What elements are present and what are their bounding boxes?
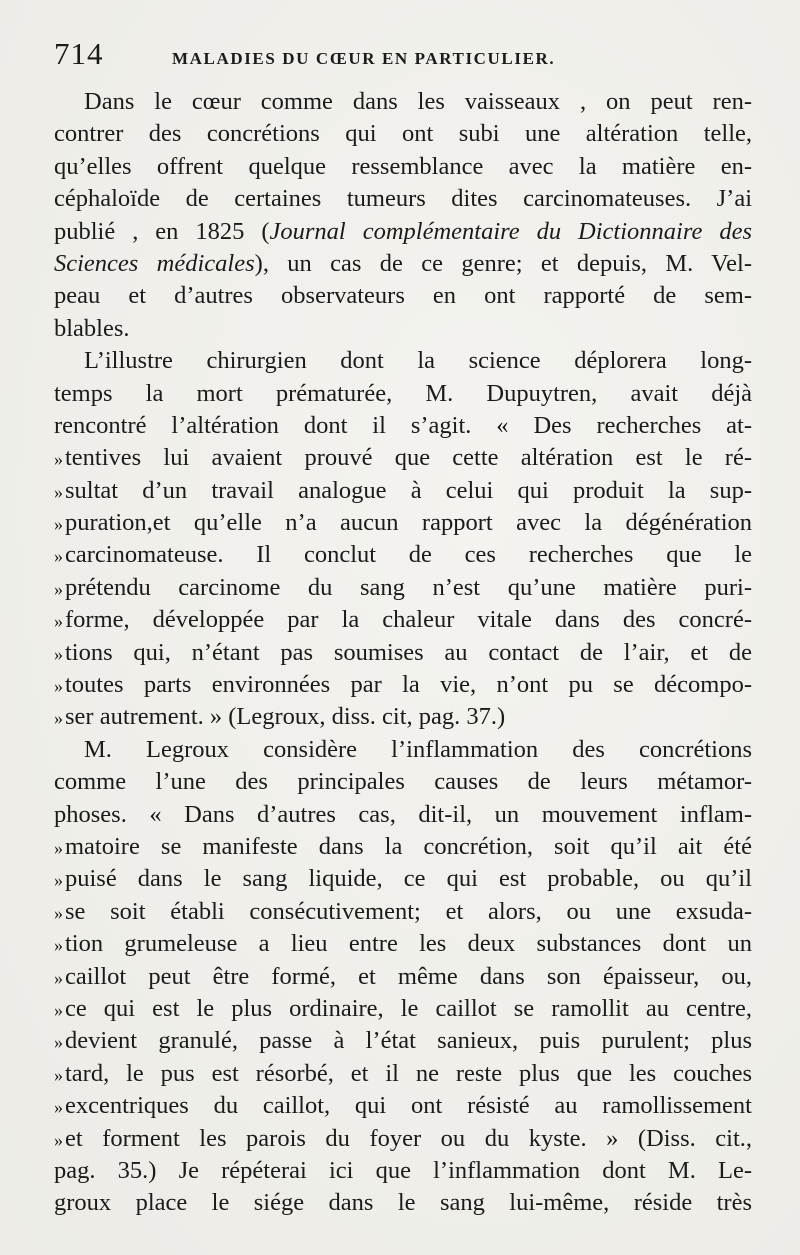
running-head: MALADIES DU CŒUR EN PARTICULIER. <box>172 49 556 68</box>
quoted-line: » ser autrement. » (Legroux, diss. cit, pag. 37.) <box>54 701 752 733</box>
text-line: phoses. « Dans d’autres cas, dit-il, un mouvement inflam- <box>54 800 752 828</box>
paragraph-3 <box>54 734 752 1220</box>
quoted-line: » puisé dans le sang liquide, ce qui est probable, ou qu’il <box>54 863 752 895</box>
quoted-line: » tions qui, n’étant pas soumises au contact de l’air, et de <box>54 637 752 669</box>
paragraph-1 <box>54 86 752 345</box>
journal-title-italic: Journal complémentaire du Dictionnaire des <box>269 217 752 245</box>
text-line <box>54 216 752 248</box>
journal-title-italic: Sciences médicales <box>54 249 255 277</box>
quoted-line: » tard, le pus est résorbé, et il ne reste plus que les couches <box>54 1058 752 1090</box>
text-run: ), un cas de ce genre; et depuis, M. Vel- <box>254 249 752 277</box>
page-number: 714 <box>54 36 104 71</box>
quoted-line: » sultat d’un travail analogue à celui qui produit la sup- <box>54 475 752 507</box>
text-line: L’illustre chirurgien dont la science déplorera long- <box>84 347 752 375</box>
text-line: contrer des concrétions qui ont subi une altération telle, <box>54 120 752 148</box>
text-line: céphaloïde de certaines tumeurs dites carcinomateuses. J’ai <box>54 185 752 213</box>
paragraph-2 <box>54 345 752 734</box>
text-line: M. Legroux considère l’inflammation des concrétions <box>84 735 752 763</box>
quoted-line: » matoire se manifeste dans la concrétion, soit qu’il ait été <box>54 831 752 863</box>
quoted-line: » tion grumeleuse a lieu entre les deux substances dont un <box>54 928 752 960</box>
quoted-line: » caillot peut être formé, et même dans son épaisseur, ou, <box>54 961 752 993</box>
text-line: pag. 35.) Je répéterai ici que l’inflammation dont M. Le- <box>54 1156 752 1184</box>
quoted-line: » devient granulé, passe à l’état sanieux, puis purulent; plus <box>54 1025 752 1057</box>
page-body <box>54 86 752 1220</box>
text-line: qu’elles offrent quelque ressemblance avec la matière en- <box>54 152 752 180</box>
text-line: temps la mort prématurée, M. Dupuytren, avait déjà <box>54 379 752 407</box>
text-line <box>54 248 752 280</box>
quoted-line: » prétendu carcinome du sang n’est qu’une matière puri- <box>54 572 752 604</box>
text-line: rencontré l’altération dont il s’agit. « Des recherches at- <box>54 411 752 439</box>
quoted-line: » forme, développée par la chaleur vitale dans des concré- <box>54 604 752 636</box>
quoted-line: » toutes parts environnées par la vie, n’ont pu se décompo- <box>54 669 752 701</box>
text-line: Dans le cœur comme dans les vaisseaux , on peut ren- <box>84 88 752 115</box>
text-line: peau et d’autres observateurs en ont rapporté de sem- <box>54 282 752 310</box>
page-header <box>54 36 752 80</box>
quoted-line: » excentriques du caillot, qui ont résisté au ramollissement <box>54 1090 752 1122</box>
quoted-line: » carcinomateuse. Il conclut de ces recherches que le <box>54 539 752 571</box>
text-line: groux place le siége dans le sang lui-même, réside très <box>54 1189 752 1217</box>
text-line: comme l’une des principales causes de leurs métamor- <box>54 768 752 796</box>
quoted-line: » puration,et qu’elle n’a aucun rapport avec la dégénération <box>54 507 752 539</box>
text-run: publié , en 1825 ( <box>54 217 270 245</box>
quoted-line: » et forment les parois du foyer ou du kyste. » (Diss. cit., <box>54 1123 752 1155</box>
quoted-line: » tentives lui avaient prouvé que cette altération est le ré- <box>54 442 752 474</box>
text-line: blables. <box>54 314 130 342</box>
quoted-line: » ce qui est le plus ordinaire, le caillot se ramollit au centre, <box>54 993 752 1025</box>
quoted-line: » se soit établi consécutivement; et alors, ou une exsuda- <box>54 896 752 928</box>
